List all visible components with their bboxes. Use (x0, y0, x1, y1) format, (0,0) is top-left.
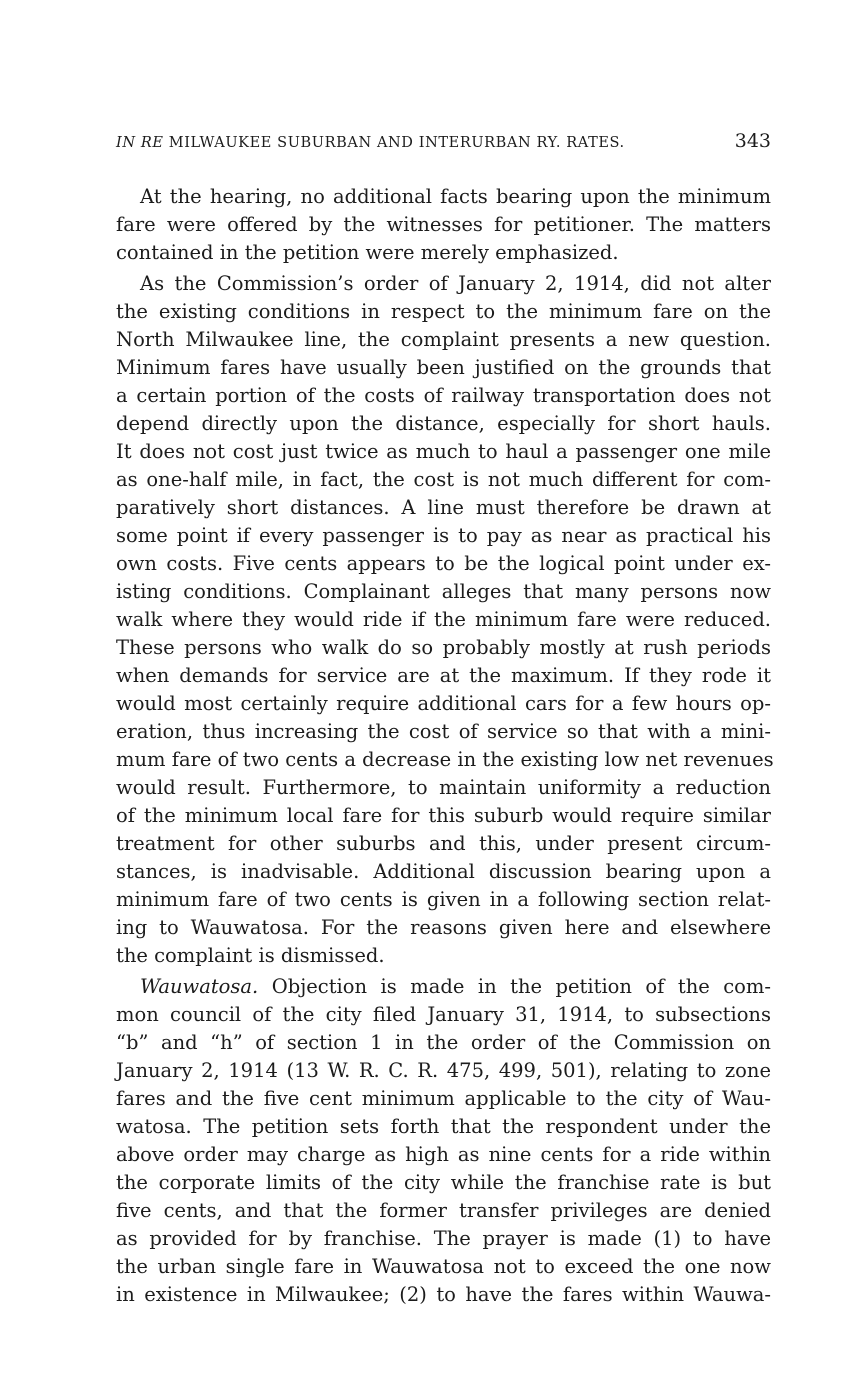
text-line: paratively short distances. A line must therefore be drawn at (116, 496, 771, 519)
text-line: would result. Furthermore, to maintain uniformity a reduction (116, 776, 771, 799)
text-line: watosa. The petition sets forth that the respondent under the (116, 1115, 771, 1138)
text-line: fare were offered by the witnesses for petitioner. The matters (116, 213, 771, 236)
text-line: ing to Wauwatosa. For the reasons given here and elsewhere (116, 916, 771, 939)
text-line: At the hearing, no additional facts bearing upon the minimum (140, 185, 771, 208)
paragraph-3 (116, 973, 771, 1309)
running-header-title-rest: MILWAUKEE SUBURBAN AND INTERURBAN RY. RATES. (168, 135, 625, 151)
text-line: the corporate limits of the city while the franchise rate is but (116, 1171, 771, 1194)
text-line: mum fare of two cents a decrease in the existing low net revenues (116, 748, 774, 771)
section-heading-wauwatosa: Wauwatosa. (140, 975, 259, 998)
text-line: These persons who walk do so probably mostly at rush periods (116, 636, 771, 659)
text-line: above order may charge as high as nine cents for a ride within (116, 1143, 771, 1166)
text-line: five cents, and that the former transfer privileges are denied (116, 1199, 771, 1222)
running-header (116, 130, 771, 158)
text-line: As the Commission’s order of January 2, 1914, did not alter (140, 272, 771, 295)
text-line: minimum fare of two cents is given in a following section relat- (116, 888, 771, 911)
text-line: the existing conditions in respect to the minimum fare on the (116, 300, 771, 323)
text-line: a certain portion of the costs of railway transportation does not (116, 384, 771, 407)
running-header-title (116, 135, 625, 151)
text-line: when demands for service are at the maximum. If they rode it (116, 664, 771, 687)
text-line-rest: Objection is made in the petition of the com- (271, 975, 771, 998)
text-line: depend directly upon the distance, especially for short hauls. (116, 412, 771, 435)
text-line: “b” and “h” of section 1 in the order of the Commission on (116, 1031, 771, 1054)
text-line: January 2, 1914 (13 W. R. C. R. 475, 499, 501), relating to zone (116, 1059, 771, 1082)
text-line: as provided for by franchise. The prayer is made (1) to have (116, 1227, 771, 1250)
text-line: isting conditions. Complainant alleges that many persons now (116, 580, 771, 603)
paragraph-2 (116, 270, 774, 970)
text-line: as one-half mile, in fact, the cost is not much different for com- (116, 468, 771, 491)
text-line: North Milwaukee line, the complaint presents a new question. (116, 328, 771, 351)
text-line: of the minimum local fare for this suburb would require similar (116, 804, 771, 827)
page-number: 343 (734, 130, 771, 152)
running-header-title-italic: IN RE (116, 135, 164, 151)
text-line: in existence in Milwaukee; (2) to have the fares within Wauwa- (116, 1283, 771, 1306)
text-line: fares and the five cent minimum applicable to the city of Wau- (116, 1087, 771, 1110)
text-line: mon council of the city filed January 31, 1914, to subsections (116, 1003, 771, 1026)
text-line: would most certainly require additional cars for a few hours op- (116, 692, 771, 715)
text-line: contained in the petition were merely emphasized. (116, 241, 619, 264)
text-line (116, 973, 771, 1001)
text-line: eration, thus increasing the cost of service so that with a mini- (116, 720, 771, 743)
body-text (116, 183, 774, 1309)
text-line: stances, is inadvisable. Additional discussion bearing upon a (116, 860, 771, 883)
text-line: walk where they would ride if the minimum fare were reduced. (116, 608, 771, 631)
text-line: It does not cost just twice as much to haul a passenger one mile (116, 440, 771, 463)
text-line: Minimum fares have usually been justified on the grounds that (116, 356, 771, 379)
text-line: the complaint is dismissed. (116, 944, 385, 967)
text-line: treatment for other suburbs and this, under present circum- (116, 832, 771, 855)
text-line: the urban single fare in Wauwatosa not to exceed the one now (116, 1255, 771, 1278)
paragraph-1 (116, 183, 771, 267)
text-line: own costs. Five cents appears to be the logical point under ex- (116, 552, 771, 575)
text-line: some point if every passenger is to pay as near as practical his (116, 524, 771, 547)
